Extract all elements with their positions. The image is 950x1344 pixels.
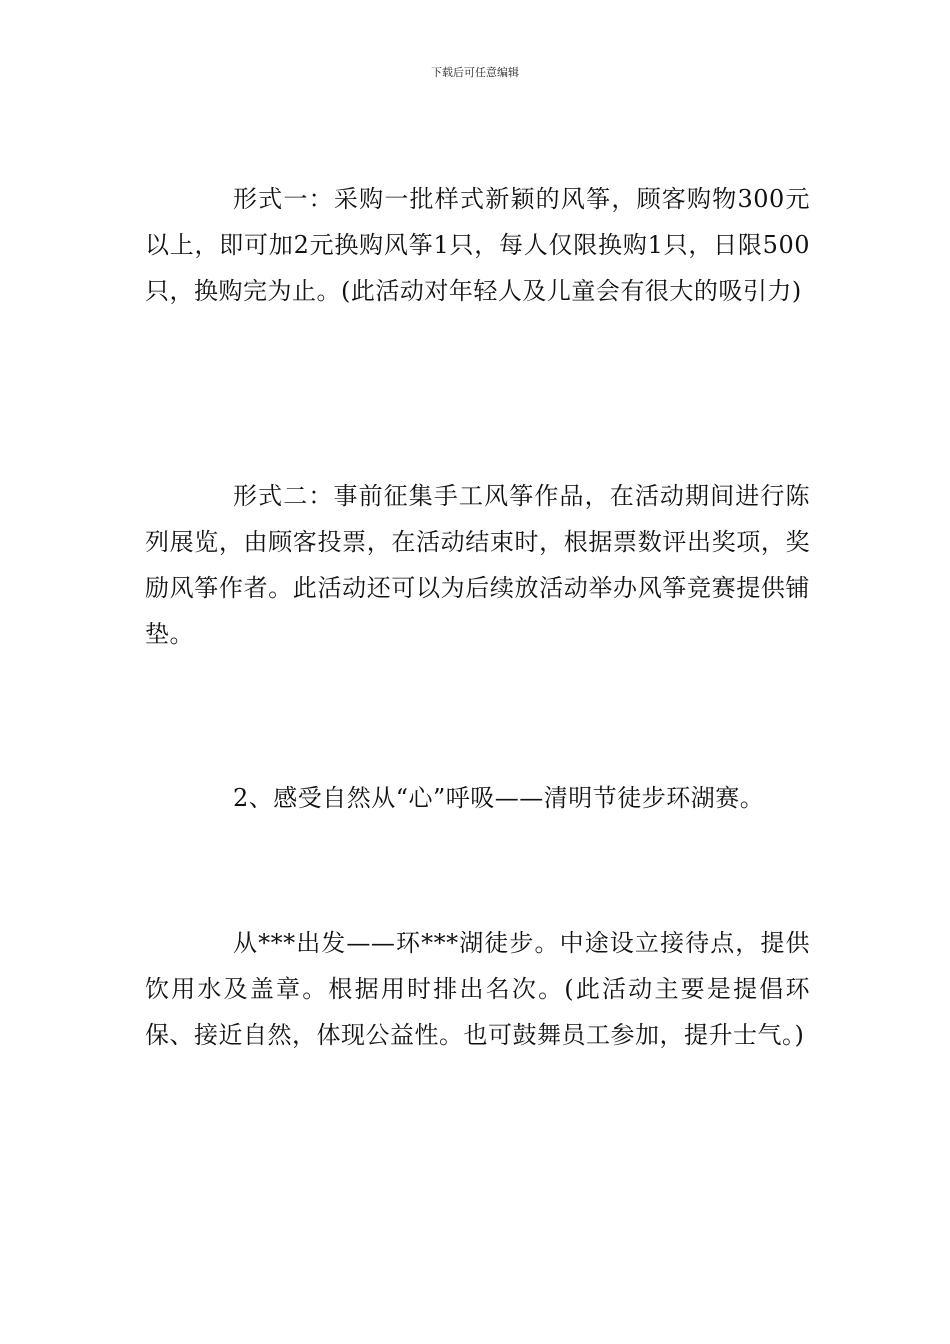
paragraph-hiking-details: 从***出发——环***湖徒步。中途设立接待点，提供饮用水及盖章。根据用时排出名次。(此活动主要是提倡环保、接近自然，体现公益性。也可鼓舞员工参加，提升士气。) [145,929,810,1049]
paragraph-form-two: 形式二：事前征集手工风筝作品，在活动期间进行陈列展览，由顾客投票，在活动结束时，根据票数评出奖项，奖励风筝作者。此活动还可以为后续放活动举办风筝竞赛提供铺垫。 [145,482,810,648]
page-header: 下载后可任意编辑 [431,66,519,79]
paragraph-form-one: 形式一：采购一批样式新颖的风筝，顾客购物300元以上，即可加2元换购风筝1只，每人仅限换购1只，日限500只，换购完为止。(此活动对年轻人及儿童会有很大的吸引力) [145,185,810,305]
section-heading-hiking: 2、感受自然从“心”呼吸——清明节徒步环湖赛。 [233,784,765,812]
